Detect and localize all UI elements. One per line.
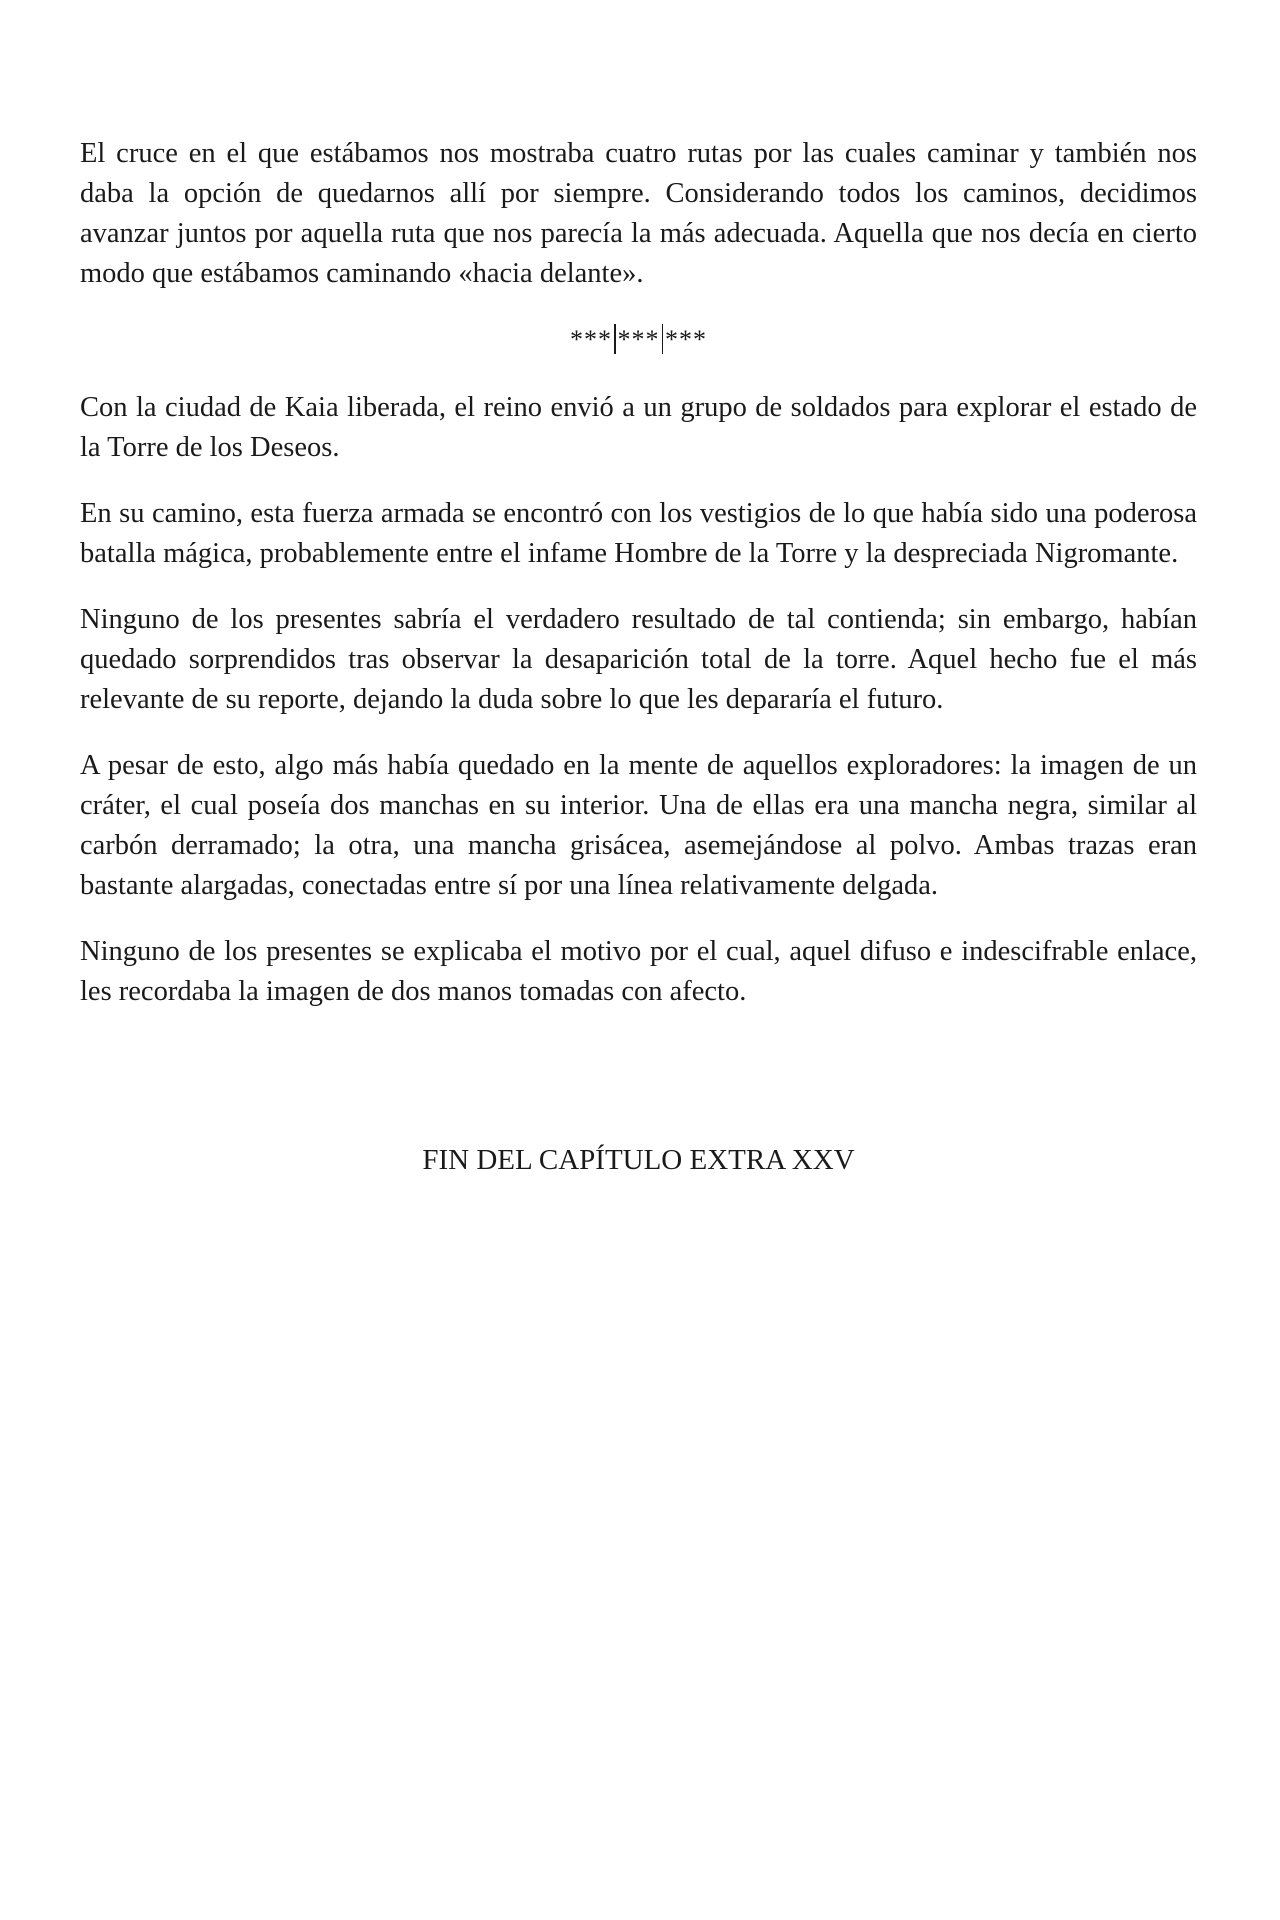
- paragraph: Ninguno de los presentes se explicaba el motivo por el cual, aquel difuso e indescifrable enlace, les recordaba la imagen de dos manos tomadas con afecto.: [80, 936, 1197, 1007]
- paragraph: En su camino, esta fuerza armada se encontró con los vestigios de lo que había sido una poderosa batalla mágica, probablemente entre el infame Hombre de la Torre y la despreciada Nigromante.: [80, 498, 1197, 569]
- chapter-end-heading: FIN DEL CAPÍTULO EXTRA XXV: [422, 1144, 855, 1176]
- separator-bar: [614, 324, 616, 354]
- paragraph: Ninguno de los presentes sabría el verdadero resultado de tal contienda; sin embargo, habían quedado sorprendidos tras observar la desaparición total de la torre. Aquel hecho fue el más relevante de su reporte, dejando la duda sobre lo que les depararía el futuro.: [80, 604, 1197, 715]
- separator-stars: ***: [570, 325, 612, 354]
- paragraph: A pesar de esto, algo más había quedado en la mente de aquellos exploradores: la imagen de un cráter, el cual poseía dos manchas en su interior. Una de ellas era una mancha negra, similar al carbón derramado; la otra, una mancha grisácea, asemejándose al polvo. Ambas trazas eran bastante alargadas, conectadas entre sí por una línea relativamente delgada.: [80, 750, 1197, 901]
- paragraph: Con la ciudad de Kaia liberada, el reino envió a un grupo de soldados para explorar el estado de la Torre de los Deseos.: [80, 392, 1197, 463]
- document-body: [80, 134, 1197, 1038]
- scene-separator: [80, 320, 1197, 360]
- separator-stars: ***: [665, 325, 707, 354]
- paragraph: El cruce en el que estábamos nos mostraba cuatro rutas por las cuales caminar y también nos daba la opción de quedarnos allí por siempre. Considerando todos los caminos, decidimos avanzar juntos por aquella ruta que nos parecía la más adecuada. Aquella que nos decía en cierto modo que estábamos caminando «hacia delante».: [80, 138, 1197, 289]
- separator-stars: ***: [617, 325, 660, 354]
- separator-bar: [662, 324, 664, 354]
